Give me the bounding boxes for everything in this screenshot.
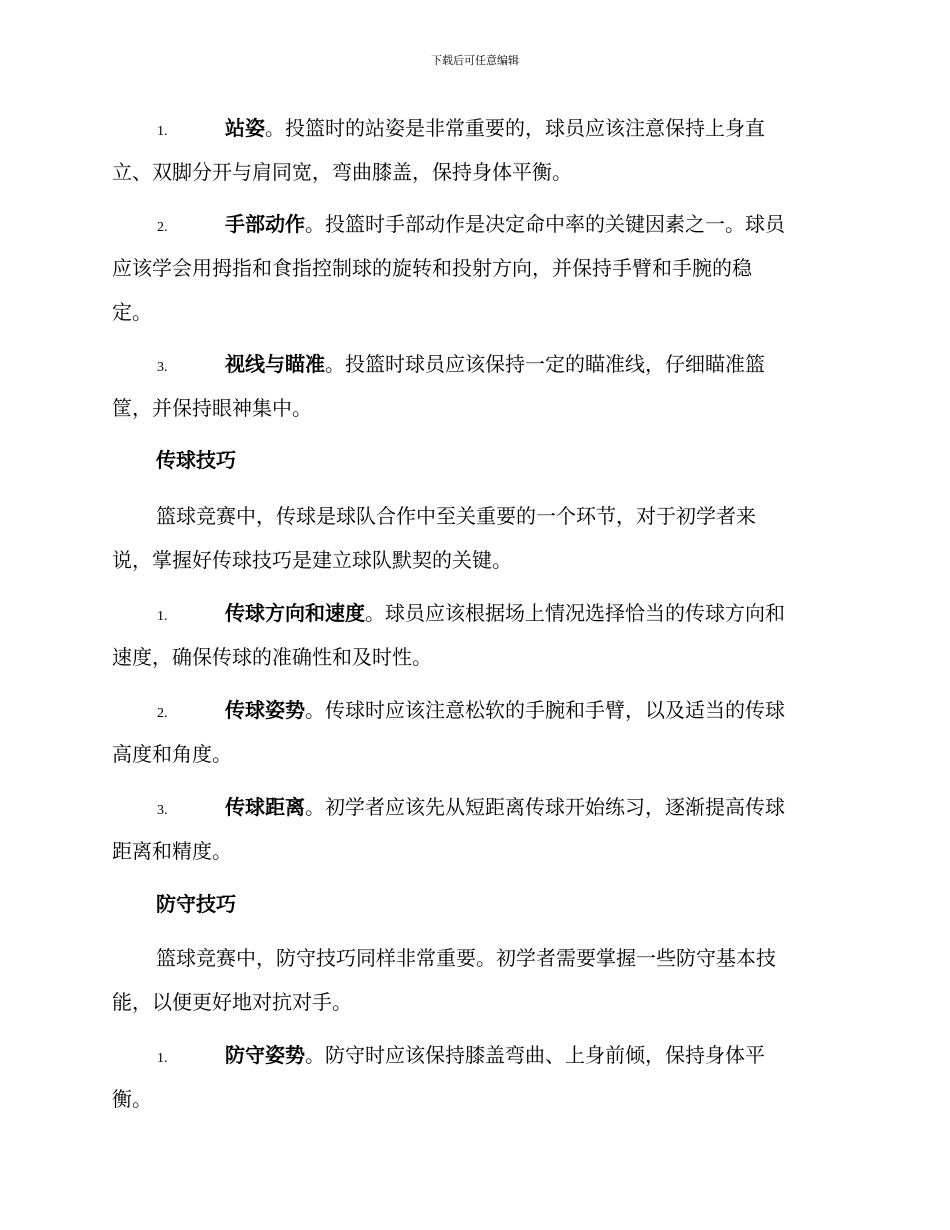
item-text: 筐，并保持眼神集中。 bbox=[112, 396, 312, 420]
shooting-item-3 bbox=[112, 342, 837, 430]
shooting-item-2 bbox=[112, 202, 837, 334]
shooting-item-1 bbox=[112, 106, 837, 194]
item-text: 定。 bbox=[112, 300, 152, 324]
item-title: 传球姿势 bbox=[225, 698, 305, 722]
item-text: 。投篮时的站姿是非常重要的，球员应该注意保持上身直 bbox=[265, 116, 765, 140]
section-heading: 传球技巧 bbox=[156, 448, 236, 472]
item-text: 。投篮时手部动作是决定命中率的关键因素之一。球员 bbox=[305, 212, 785, 236]
paragraph-text: 能，以便更好地对抗对手。 bbox=[112, 990, 352, 1014]
item-title: 站姿 bbox=[225, 116, 265, 140]
item-text: 速度，确保传球的准确性和及时性。 bbox=[112, 645, 432, 669]
item-number: 1. bbox=[157, 124, 168, 139]
item-number: 2. bbox=[157, 706, 168, 721]
item-text: 。球员应该根据场上情况选择恰当的传球方向和 bbox=[365, 601, 785, 625]
item-text: 衡。 bbox=[112, 1087, 152, 1111]
item-title: 手部动作 bbox=[225, 212, 305, 236]
item-text: 。投篮时球员应该保持一定的瞄准线，仔细瞄准篮 bbox=[325, 352, 765, 376]
item-number: 1. bbox=[157, 609, 168, 624]
section-heading: 防守技巧 bbox=[156, 892, 236, 916]
defense-item-1 bbox=[112, 1033, 837, 1121]
item-text: 距离和精度。 bbox=[112, 839, 232, 863]
item-text: 。初学者应该先从短距离传球开始练习，逐渐提高传球 bbox=[305, 795, 785, 819]
item-text: 。防守时应该保持膝盖弯曲、上身前倾，保持身体平 bbox=[305, 1043, 765, 1067]
passing-item-1 bbox=[112, 591, 837, 679]
item-title: 视线与瞄准 bbox=[225, 352, 325, 376]
paragraph-text: 篮球竞赛中，传球是球队合作中至关重要的一个环节，对于初学者来 bbox=[156, 504, 756, 528]
paragraph-text: 说，掌握好传球技巧是建立球队默契的关键。 bbox=[112, 548, 512, 572]
section-heading-defense bbox=[112, 882, 837, 926]
item-text: 高度和角度。 bbox=[112, 742, 232, 766]
item-title: 传球方向和速度 bbox=[225, 601, 365, 625]
item-text: 立、双脚分开与肩同宽，弯曲膝盖，保持身体平衡。 bbox=[112, 160, 572, 184]
item-number: 2. bbox=[157, 220, 168, 235]
passing-item-2 bbox=[112, 688, 837, 776]
passing-intro bbox=[112, 494, 837, 582]
item-number: 1. bbox=[157, 1051, 168, 1066]
item-title: 防守姿势 bbox=[225, 1043, 305, 1067]
section-heading-passing bbox=[112, 438, 837, 482]
item-text: 。传球时应该注意松软的手腕和手臂，以及适当的传球 bbox=[305, 698, 785, 722]
item-title: 传球距离 bbox=[225, 795, 305, 819]
page-header: 下载后可任意编辑 bbox=[431, 54, 519, 67]
paragraph-text: 篮球竞赛中，防守技巧同样非常重要。初学者需要掌握一些防守基本技 bbox=[156, 946, 776, 970]
passing-item-3 bbox=[112, 785, 837, 873]
item-text: 应该学会用拇指和食指控制球的旋转和投射方向，并保持手臂和手腕的稳 bbox=[112, 256, 752, 280]
defense-intro bbox=[112, 936, 837, 1024]
item-number: 3. bbox=[157, 803, 168, 818]
item-number: 3. bbox=[157, 360, 168, 375]
